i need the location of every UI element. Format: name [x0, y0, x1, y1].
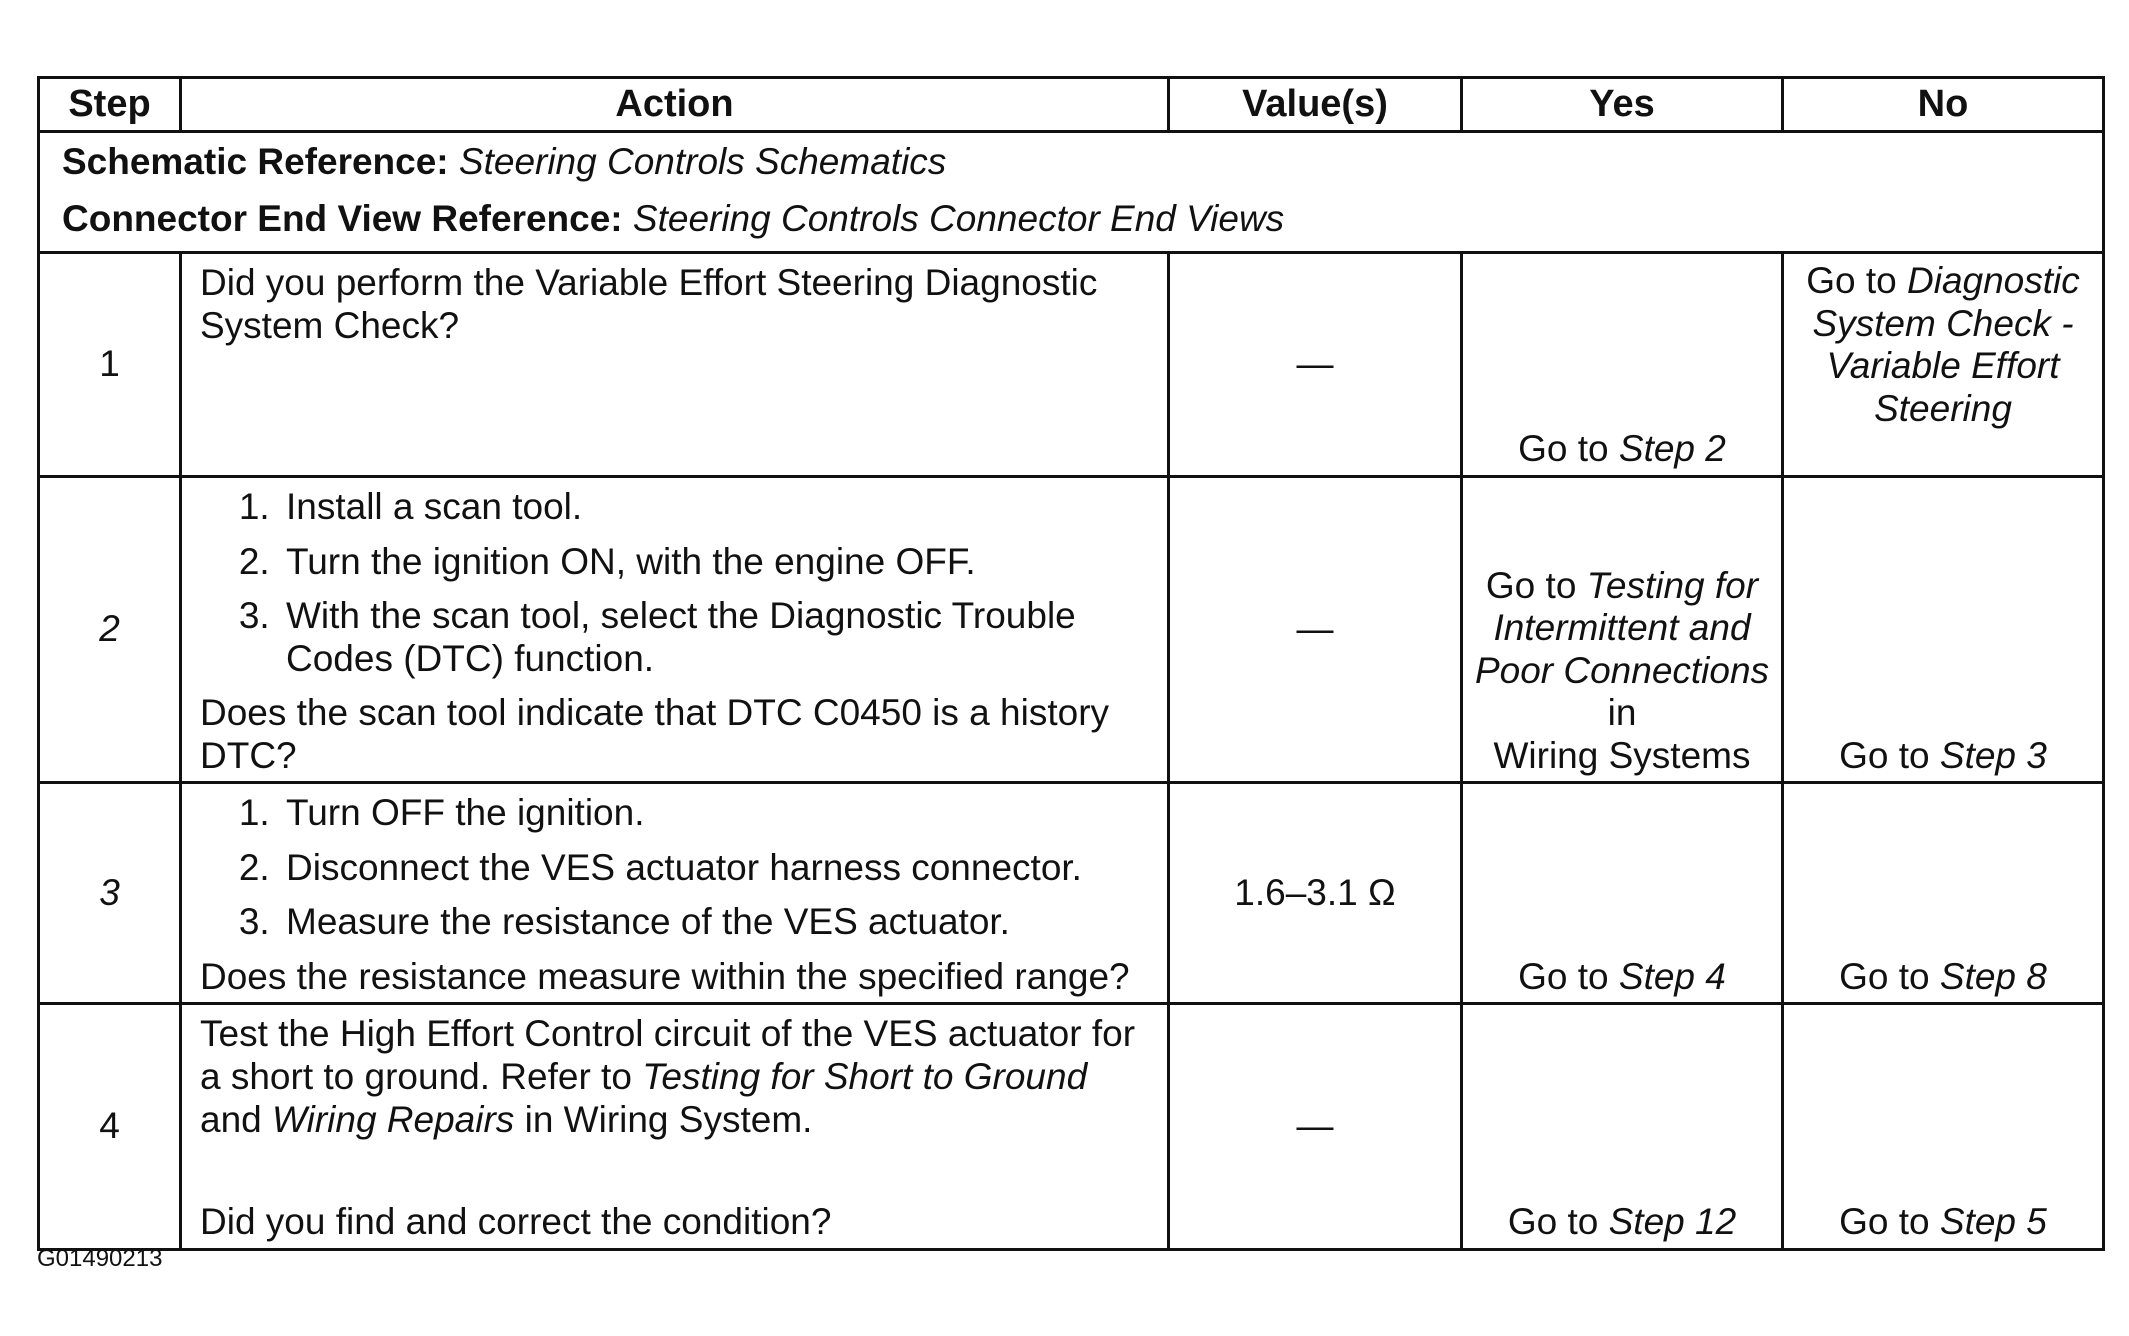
value-cell: — — [1169, 253, 1462, 477]
value-cell: — — [1169, 1004, 1462, 1249]
reference-row — [39, 132, 2104, 253]
yes-cell — [1462, 783, 1783, 1004]
header-step: Step — [39, 78, 181, 132]
action-cell — [181, 477, 1169, 783]
header-action: Action — [181, 78, 1169, 132]
no-cell — [1783, 783, 2104, 1004]
yes-link[interactable]: Testing for Intermittent and Poor Connections — [1474, 564, 1770, 691]
action-step: 2. Disconnect the VES actuator harness connector. — [280, 847, 1149, 890]
header-values: Value(s) — [1169, 78, 1462, 132]
action-text: Did you perform the Variable Effort Steering Diagnostic System Check? — [200, 262, 1098, 346]
action-question: Did you find and correct the condition? — [200, 1201, 832, 1243]
no-prefix: Go to — [1839, 1201, 1930, 1243]
connector-reference — [62, 198, 2080, 241]
action-and: and — [200, 1098, 262, 1140]
yes-link[interactable]: Step 12 — [1608, 1201, 1737, 1243]
action-link-short-to-ground[interactable]: Testing for Short to Ground — [642, 1056, 1088, 1098]
no-prefix: Go to — [1839, 955, 1930, 997]
yes-prefix: Go to — [1518, 428, 1609, 470]
header-yes: Yes — [1462, 78, 1783, 132]
schematic-reference-link[interactable]: Steering Controls Schematics — [458, 141, 947, 182]
value-cell: 1.6–3.1 Ω — [1169, 783, 1462, 1004]
yes-link[interactable]: Step 4 — [1618, 955, 1726, 997]
header-row — [39, 78, 2104, 132]
connector-reference-link[interactable]: Steering Controls Connector End Views — [632, 197, 1285, 239]
no-link[interactable]: Diagnostic System Check - Variable Effort Steering — [1812, 260, 2080, 429]
action-cell — [181, 783, 1169, 1004]
yes-cell — [1462, 1004, 1783, 1249]
action-pre: Test the High Effort Control circuit of the VES actuator for a short to ground. Refer to — [200, 1013, 1136, 1098]
action-text — [200, 1013, 1149, 1141]
diagnostic-table — [37, 76, 2105, 1251]
table-row — [39, 783, 2104, 1004]
yes-cell — [1462, 253, 1783, 477]
action-step: 2. Turn the ignition ON, with the engine OFF. — [280, 541, 1149, 584]
action-step: 1. Turn OFF the ignition. — [280, 792, 1149, 835]
value-cell: — — [1169, 477, 1462, 783]
yes-prefix: Go to — [1518, 955, 1609, 997]
schematic-reference — [62, 141, 2080, 184]
schematic-reference-label: Schematic Reference: — [62, 141, 449, 182]
no-cell — [1783, 253, 2104, 477]
step-number: 2 — [39, 477, 181, 783]
table-row — [39, 253, 2104, 477]
yes-prefix: Go to — [1507, 1201, 1599, 1243]
action-step: 1. Install a scan tool. — [280, 486, 1149, 529]
step-number: 4 — [39, 1004, 181, 1249]
no-link[interactable]: Step 5 — [1939, 1201, 2047, 1243]
yes-link[interactable]: Step 2 — [1618, 428, 1726, 470]
action-steps — [200, 486, 1149, 680]
table-row — [39, 1004, 2104, 1249]
action-link-wiring-repairs[interactable]: Wiring Repairs — [272, 1098, 515, 1140]
action-step: 3. Measure the resistance of the VES actuator. — [280, 901, 1149, 944]
no-cell — [1783, 1004, 2104, 1249]
yes-mid: in — [1607, 692, 1637, 734]
step-number: 3 — [39, 783, 181, 1004]
header-no: No — [1783, 78, 2104, 132]
action-question: Does the scan tool indicate that DTC C0450 is a history DTC? — [200, 692, 1110, 776]
yes-cell — [1462, 477, 1783, 783]
table-row — [39, 477, 2104, 783]
action-post: in Wiring System. — [524, 1098, 813, 1140]
connector-reference-label: Connector End View Reference: — [62, 197, 623, 239]
yes-prefix: Go to — [1485, 564, 1577, 606]
action-steps — [200, 792, 1149, 944]
action-cell — [181, 253, 1169, 477]
figure-id: G01490213 — [37, 1245, 163, 1272]
no-link[interactable]: Step 3 — [1939, 734, 2047, 776]
yes-suffix: Wiring Systems — [1493, 734, 1751, 776]
action-cell — [181, 1004, 1169, 1249]
action-step: 3. With the scan tool, select the Diagnostic Trouble Codes (DTC) function. — [280, 595, 1149, 680]
action-question: Does the resistance measure within the specified range? — [200, 955, 1130, 997]
no-prefix: Go to — [1806, 260, 1897, 301]
step-number: 1 — [39, 253, 181, 477]
no-prefix: Go to — [1839, 734, 1930, 776]
no-cell — [1783, 477, 2104, 783]
no-link[interactable]: Step 8 — [1939, 955, 2047, 997]
